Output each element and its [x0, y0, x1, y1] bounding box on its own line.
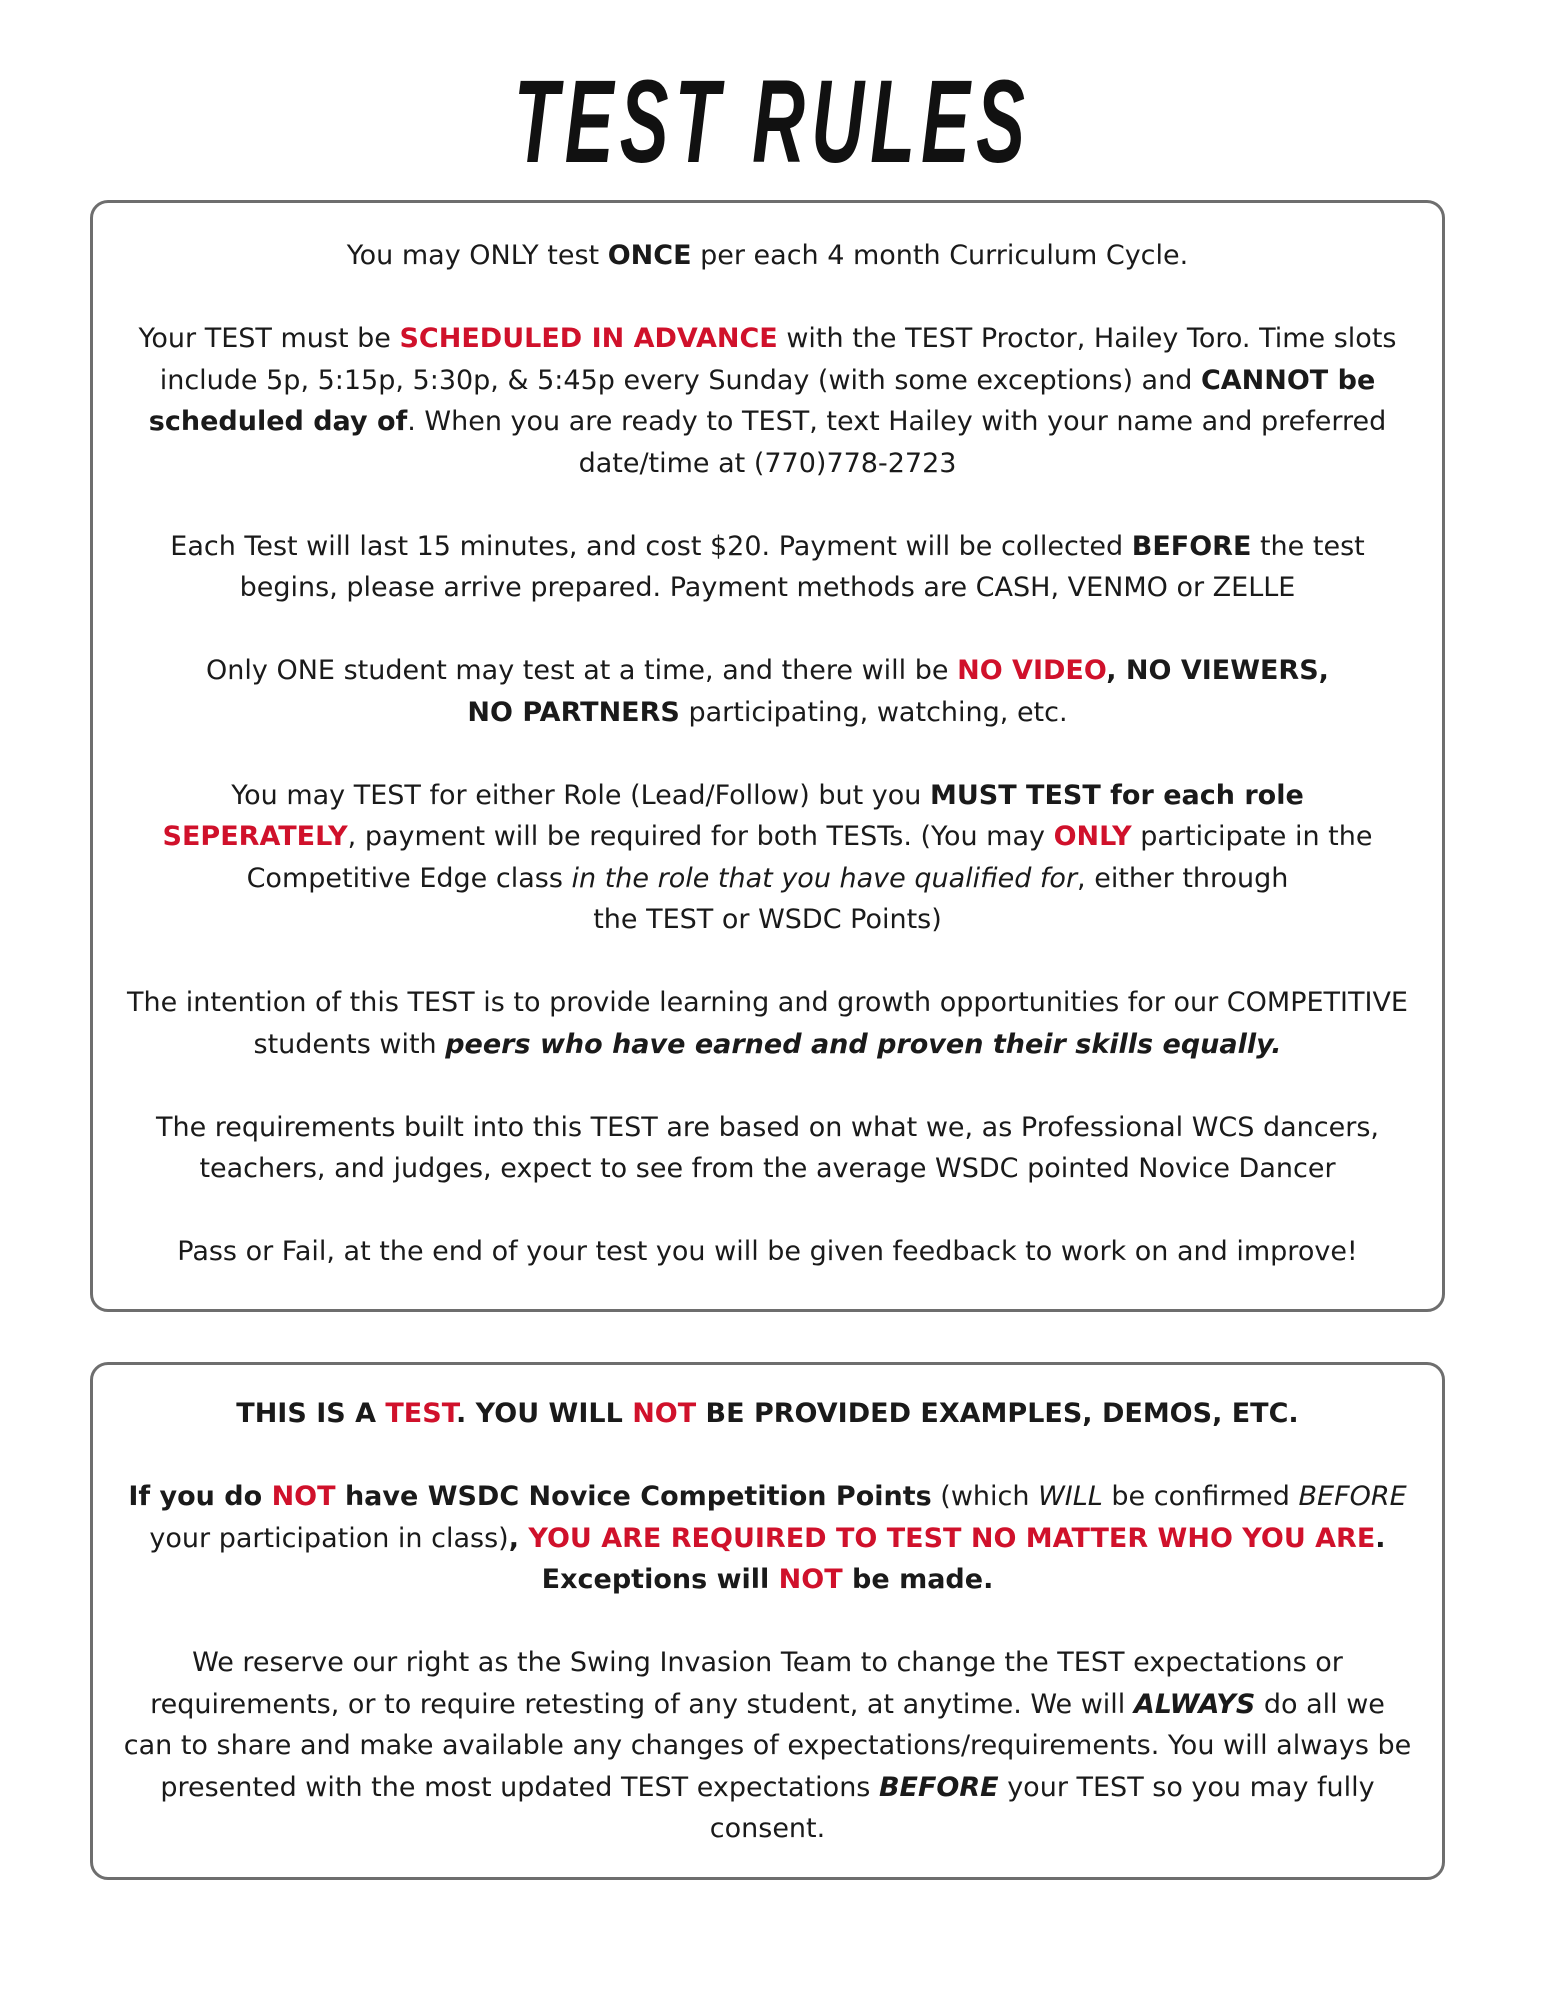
emphasis-test: TEST: [385, 1398, 457, 1429]
rule-scheduling: [123, 318, 1412, 484]
text-span: your TEST so you may fully consent.: [709, 1771, 1375, 1844]
emphasis-before: BEFORE: [878, 1771, 999, 1803]
text-span: , payment will be required for both TESTs. (You may: [347, 821, 1054, 852]
rule-intention: [123, 982, 1412, 1065]
text-span: The intention of this TEST is to provide learning and growth opportunities for our COMPETITIVE students with: [127, 987, 1408, 1060]
emphasis-before: BEFORE: [1131, 530, 1252, 562]
rule-one-student: [123, 650, 1412, 733]
emphasis-not: NOT: [632, 1398, 697, 1429]
text-span: participate in the Competitive Edge class: [246, 821, 1373, 894]
text-span: Exceptions will: [541, 1564, 779, 1595]
rule-requirements: The requirements built into this TEST are based on what we, as Professional WCS dancers, teachers, and judges, expect to see from the average WSDC pointed Novice Dancer: [155, 1111, 1379, 1184]
rules-box: [90, 200, 1445, 1312]
text-span: .: [1375, 1522, 1386, 1554]
text-span: participating, watching, etc.: [679, 696, 1068, 728]
notice-this-is-a-test: [123, 1393, 1412, 1435]
text-span: your participation in class): [149, 1522, 509, 1554]
text-span: You may ONLY test: [346, 240, 608, 271]
text-span: do all we can to share and make available any changes of expectations/requirements. You will always be presented with the most updated TEST expectations: [123, 1688, 1412, 1803]
emphasis-seperately: SEPERATELY: [162, 821, 348, 852]
text-span: You may TEST for either Role (Lead/Follow) but you: [231, 779, 930, 811]
rules-content: [123, 235, 1412, 1273]
text-span: the test begins, please arrive prepared. Payment methods are CASH, VENMO or ZELLE: [239, 530, 1365, 603]
text-span: If you do: [128, 1481, 272, 1512]
emphasis-cannot-be-scheduled: CANNOT be scheduled day of: [148, 364, 1376, 437]
rule-payment: [123, 526, 1412, 609]
emphasis-once: ONCE: [607, 240, 692, 271]
text-span: . YOU WILL: [456, 1398, 633, 1429]
emphasis-always: ALWAYS: [1133, 1688, 1256, 1720]
emphasis-no-viewers: , NO VIEWERS,: [1106, 655, 1329, 686]
text-span: Your TEST must be: [138, 323, 400, 354]
emphasis-peers: peers who have earned and proven their skills equally.: [445, 1028, 1282, 1060]
text-span: the TEST or WSDC Points): [593, 904, 942, 935]
text-span: be made.: [842, 1564, 994, 1595]
emphasis-scheduled-in-advance: SCHEDULED IN ADVANCE: [399, 323, 778, 354]
text-span: ,: [508, 1522, 529, 1554]
rule-roles: [123, 775, 1412, 941]
notice-required-to-test: [123, 1476, 1412, 1601]
text-span: THIS IS A: [236, 1398, 386, 1429]
emphasis-must-test: MUST TEST for each role: [930, 779, 1304, 811]
text-span: We reserve our right as the Swing Invasion Team to change the TEST expectations or requirements, or to require retesting of any student, at anytime. We will: [150, 1647, 1343, 1720]
emphasis-no-video: NO VIDEO: [957, 655, 1107, 686]
text-span: be confirmed: [1102, 1481, 1299, 1512]
text-span: BE PROVIDED EXAMPLES, DEMOS, ETC.: [696, 1398, 1299, 1429]
rule-once-per-cycle: [123, 235, 1412, 277]
text-span: per each 4 month Curriculum Cycle.: [691, 240, 1189, 271]
rule-feedback: Pass or Fail, at the end of your test you will be given feedback to work on and improve!: [177, 1236, 1358, 1267]
emphasis-not: NOT: [778, 1564, 843, 1595]
text-span: , either through: [1077, 862, 1289, 894]
notice-content: [123, 1393, 1412, 1850]
text-span: . When you are ready to TEST, text Hailey with your name and preferred date/time at (770)778-2723: [407, 406, 1387, 479]
emphasis-before: BEFORE: [1298, 1481, 1407, 1512]
text-span: with the TEST Proctor, Hailey Toro. Time slots include 5p, 5:15p, 5:30p, & 5:45p every Sunday (with some exceptions) and: [159, 323, 1397, 396]
notice-reserve-right: [123, 1642, 1412, 1850]
emphasis-qualified-role: in the role that you have qualified for: [571, 862, 1078, 894]
page-title: TEST RULES: [513, 56, 1032, 188]
emphasis-no-partners: NO PARTNERS: [467, 696, 680, 728]
notice-box: [90, 1362, 1445, 1880]
emphasis-required-to-test: YOU ARE REQUIRED TO TEST NO MATTER WHO YOU ARE: [528, 1522, 1376, 1554]
text-span: have WSDC Novice Competition Points: [335, 1481, 932, 1512]
text-span: Only ONE student may test at a time, and there will be: [206, 655, 958, 686]
emphasis-not: NOT: [271, 1481, 336, 1512]
emphasis-will: WILL: [1038, 1481, 1103, 1512]
text-span: (which: [931, 1481, 1039, 1512]
text-span: Each Test will last 15 minutes, and cost $20. Payment will be collected: [170, 530, 1132, 562]
emphasis-only: ONLY: [1053, 821, 1132, 852]
